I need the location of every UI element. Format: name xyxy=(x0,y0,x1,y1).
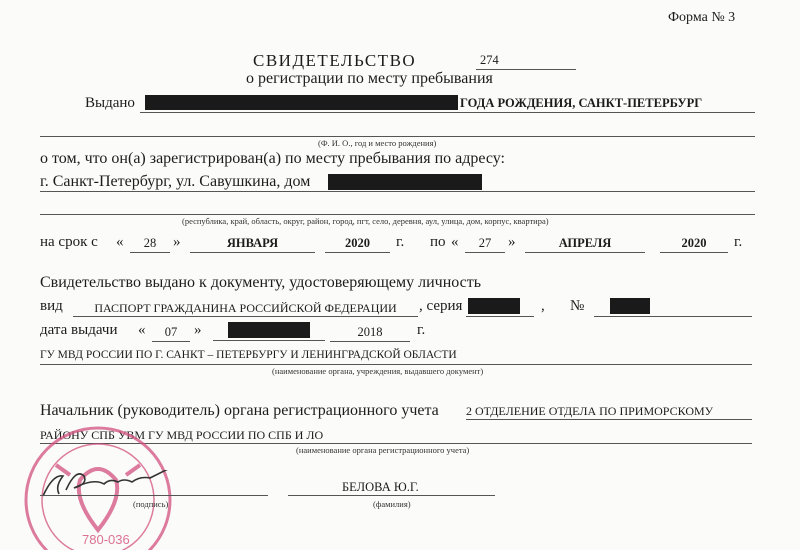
term-from-year: 2020 xyxy=(325,237,390,253)
divider xyxy=(40,214,755,215)
term-from-month: ЯНВАРЯ xyxy=(190,237,315,253)
term-to-label: по xyxy=(430,234,446,250)
quote: » xyxy=(194,322,202,338)
quote: » xyxy=(173,234,181,250)
divider xyxy=(213,340,325,341)
redacted-address xyxy=(328,174,482,190)
caption-issuer: (наименование органа, учреждения, выдавшего документ) xyxy=(272,366,484,376)
divider xyxy=(140,112,755,113)
issued-to-label: Выдано xyxy=(85,95,135,111)
office-line2: РАЙОНУ СПБ УВМ ГУ МВД РОССИИ ПО СПБ И ЛО xyxy=(40,429,752,444)
term-from-day: 28 xyxy=(130,237,170,253)
caption-fio: (Ф. И. О., год и место рождения) xyxy=(318,138,437,148)
stamp-digits: 780-036 xyxy=(82,532,130,547)
term-to-day: 27 xyxy=(465,237,505,253)
address: г. Санкт-Петербург, ул. Савушкина, дом xyxy=(40,173,311,190)
surname: БЕЛОВА Ю.Г. xyxy=(342,480,419,494)
issuer: ГУ МВД РОССИИ ПО Г. САНКТ – ПЕТЕРБУРГУ И ЛЕНИНГРАДСКОЙ ОБЛАСТИ xyxy=(40,350,752,365)
document-title: СВИДЕТЕЛЬСТВО xyxy=(253,51,417,70)
caption-surname: (фамилия) xyxy=(373,499,411,509)
document-intro: Свидетельство выдано к документу, удостоверяющему личность xyxy=(40,274,482,291)
quote: « xyxy=(138,322,146,338)
divider xyxy=(594,316,752,317)
quote: « xyxy=(116,234,124,250)
signature-line xyxy=(40,495,268,496)
doc-type-label: вид xyxy=(40,298,63,314)
caption-office: (наименование органа регистрационного учета) xyxy=(296,445,470,455)
divider xyxy=(466,316,534,317)
form-number: Форма № 3 xyxy=(668,10,736,25)
number-label: № xyxy=(570,298,585,314)
document-subtitle: о регистрации по месту пребывания xyxy=(246,70,493,87)
redacted-series xyxy=(468,298,520,314)
term-to-month: АПРЕЛЯ xyxy=(525,237,645,253)
term-from-label: на срок с xyxy=(40,234,98,250)
caption-signature: (подпись) xyxy=(133,499,169,509)
issue-date-label: дата выдачи xyxy=(40,322,118,338)
redacted-issue-month xyxy=(228,322,310,338)
comma: , xyxy=(541,298,545,314)
redacted-name xyxy=(145,95,458,110)
issue-year: 2018 xyxy=(330,326,410,342)
doc-type-value: ПАСПОРТ ГРАЖДАНИНА РОССИЙСКОЙ ФЕДЕРАЦИИ xyxy=(73,302,418,317)
year-suffix: г. xyxy=(417,322,426,338)
surname-line xyxy=(288,495,495,496)
redacted-number xyxy=(610,298,650,314)
office-line1: 2 ОТДЕЛЕНИЕ ОТДЕЛА ПО ПРИМОРСКОМУ xyxy=(466,405,752,420)
divider xyxy=(40,136,755,137)
issue-day: 07 xyxy=(152,326,190,342)
divider xyxy=(40,191,755,192)
year-suffix: г. xyxy=(734,234,743,250)
issued-to-tail: ГОДА РОЖДЕНИЯ, САНКТ-ПЕТЕРБУРГ xyxy=(460,96,703,110)
head-label: Начальник (руководитель) органа регистрационного учета xyxy=(40,402,439,419)
year-suffix: г. xyxy=(396,234,405,250)
quote: « xyxy=(451,234,459,250)
quote: » xyxy=(508,234,516,250)
term-to-year: 2020 xyxy=(660,237,728,253)
registered-text: о том, что он(а) зарегистрирован(а) по месту пребывания по адресу: xyxy=(40,150,505,167)
caption-address: (республика, край, область, округ, район, город, пгт, село, деревня, аул, улица, дом, корпус, квартира) xyxy=(182,216,549,226)
certificate-number: 274 xyxy=(476,54,576,70)
series-label: , серия xyxy=(419,298,463,314)
